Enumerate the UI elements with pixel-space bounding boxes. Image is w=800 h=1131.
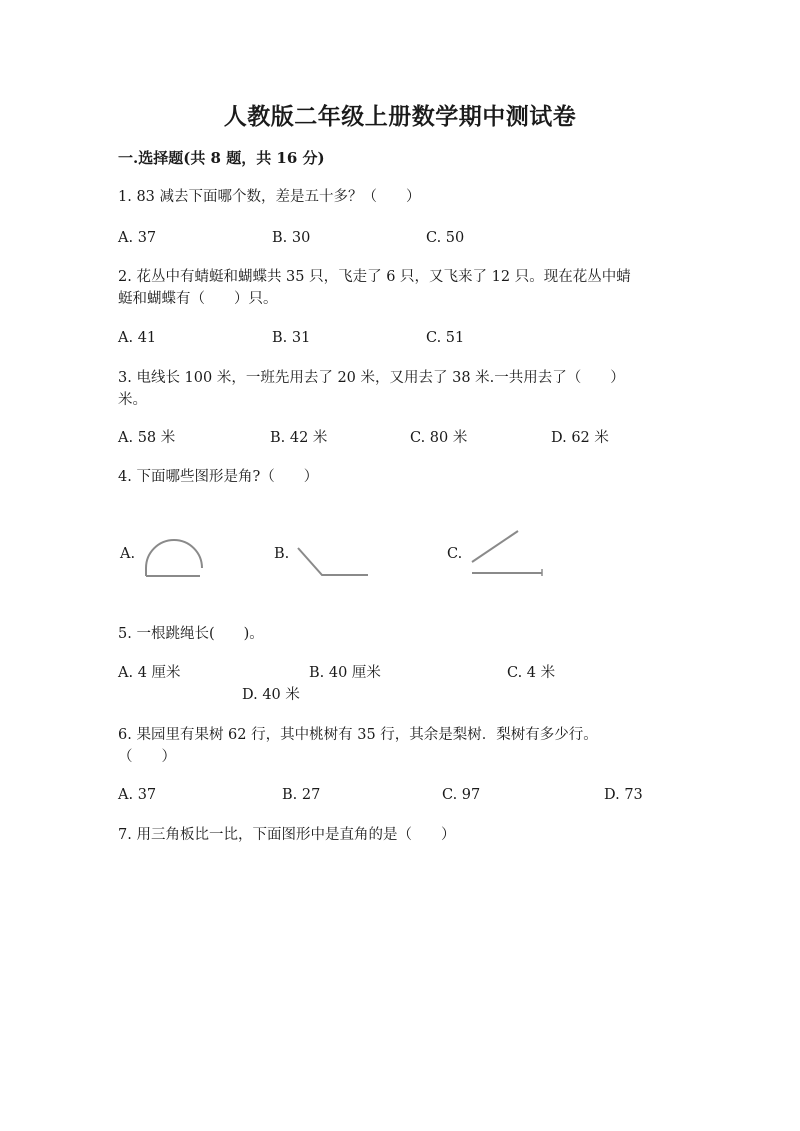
question-5-option-d: D. 40 米 xyxy=(242,687,300,703)
question-3-stem-line2: 米。 xyxy=(118,392,147,408)
section-heading: 一.选择题(共 8 题，共 16 分) xyxy=(118,149,325,167)
page-title: 人教版二年级上册数学期中测试卷 xyxy=(223,103,577,130)
question-6-option-d: D. 73 xyxy=(604,787,643,803)
question-3-option-d: D. 62 米 xyxy=(551,430,609,446)
question-3-stem-line1: 3. 电线长 100 米，一班先用去了 20 米，又用去了 38 米.一共用去了（ ） xyxy=(118,370,625,386)
question-6-option-c: C. 97 xyxy=(442,787,481,803)
question-2-option-b: B. 31 xyxy=(272,330,311,346)
question-1-stem: 1. 83 减去下面哪个数，差是五十多？（ ） xyxy=(118,189,421,205)
question-4-option-c: C. xyxy=(447,546,463,562)
question-7-stem: 7. 用三角板比一比，下面图形中是直角的是（ ） xyxy=(118,827,456,843)
question-4-option-a: A. xyxy=(120,546,136,562)
question-4-option-b: B. xyxy=(274,546,290,562)
question-3-option-c: C. 80 米 xyxy=(410,430,468,446)
question-6-stem-line2: （ ） xyxy=(118,749,176,765)
question-5-option-b: B. 40 厘米 xyxy=(309,665,381,681)
question-6-stem-line1: 6. 果园里有果树 62 行，其中桃树有 35 行，其余是梨树．梨树有多少行。 xyxy=(118,727,598,743)
question-4-stem: 4. 下面哪些图形是角?（ ） xyxy=(118,469,319,485)
question-6-option-a: A. 37 xyxy=(118,787,157,803)
question-2-stem-line2: 蜓和蝴蝶有（ ）只。 xyxy=(118,291,278,307)
question-5-option-a: A. 4 厘米 xyxy=(118,665,181,681)
figure-c-angle xyxy=(468,526,548,578)
question-2-option-c: C. 51 xyxy=(426,330,465,346)
question-5-option-c: C. 4 米 xyxy=(507,665,556,681)
question-1-option-c: C. 50 xyxy=(426,230,465,246)
question-1-option-a: A. 37 xyxy=(118,230,157,246)
question-2-stem-line1: 2. 花丛中有蜻蜓和蝴蝶共 35 只，飞走了 6 只，又飞来了 12 只。现在花丛中蜻 xyxy=(118,269,631,285)
figure-b-bent-line xyxy=(292,540,372,580)
question-3-option-a: A. 58 米 xyxy=(118,430,176,446)
question-1-option-b: B. 30 xyxy=(272,230,311,246)
question-3-option-b: B. 42 米 xyxy=(270,430,328,446)
question-2-option-a: A. 41 xyxy=(118,330,157,346)
question-6-option-b: B. 27 xyxy=(282,787,321,803)
question-5-stem: 5. 一根跳绳长( )。 xyxy=(118,626,264,642)
figure-a-semicircle xyxy=(140,538,210,583)
